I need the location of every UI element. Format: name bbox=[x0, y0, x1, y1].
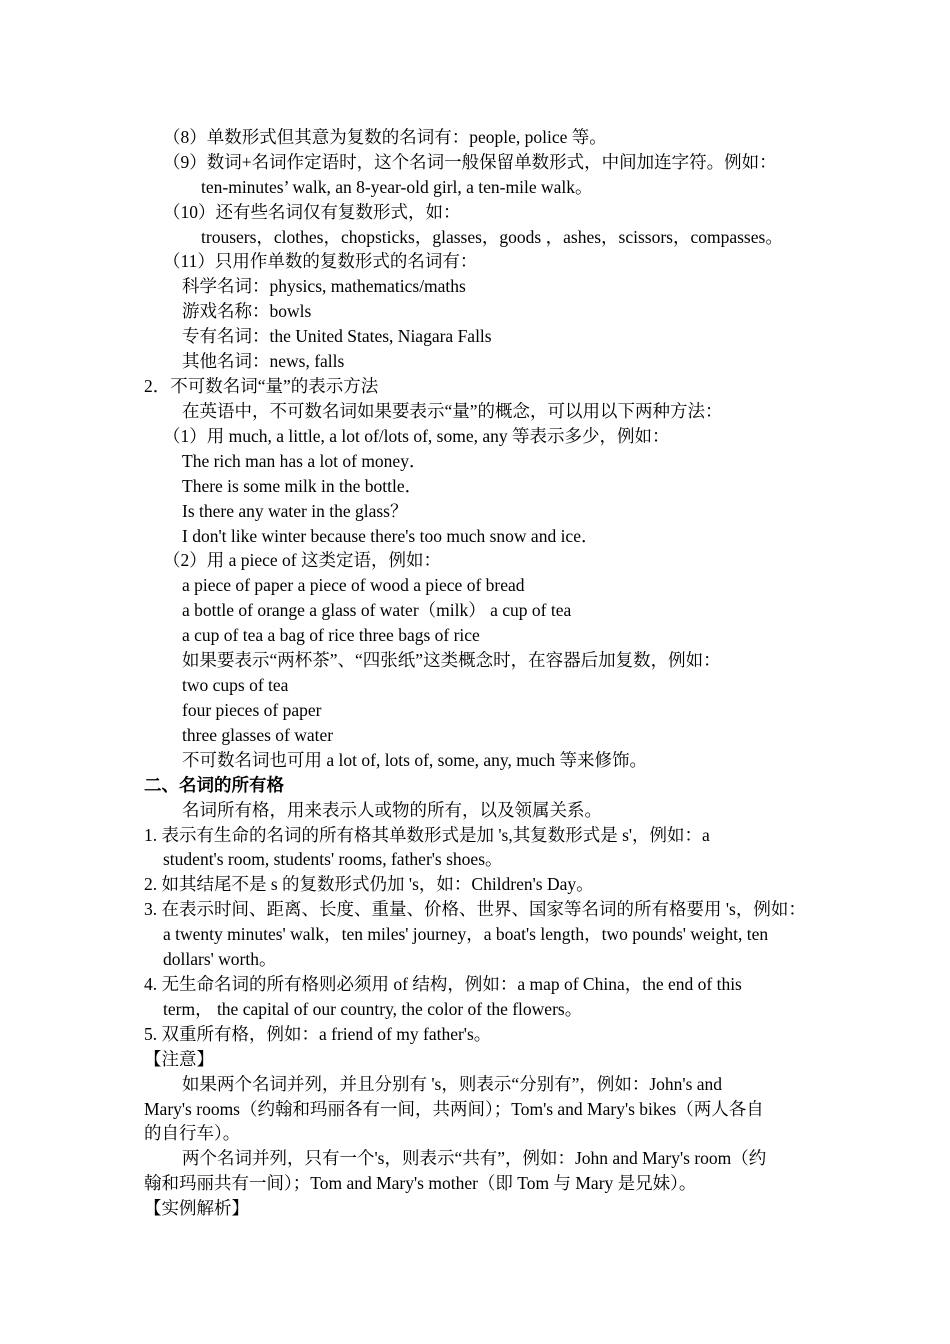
method-2-example-6: three glasses of water bbox=[182, 725, 334, 745]
method-1-heading: （1）用 much, a little, a lot of/lots of, some, any 等表示多少，例如： bbox=[163, 426, 670, 446]
method-1-example-4: I don't like winter because there's too much snow and ice． bbox=[182, 526, 599, 546]
possessive-rule-3-cont-2: dollars' worth。 bbox=[163, 949, 277, 969]
method-2-heading: （2）用 a piece of 这类定语，例如： bbox=[163, 550, 442, 570]
possessive-rule-1-cont: student's room, students' rooms, father's shoes。 bbox=[163, 849, 503, 869]
item-10-plural-only-nouns: （10）还有些名词仅有复数形式，如： bbox=[163, 202, 461, 222]
section-2-heading: 2．不可数名词“量”的表示方法 bbox=[144, 376, 379, 396]
possessive-rule-3: 3. 在表示时间、距离、长度、重量、价格、世界、国家等名词的所有格要用 's，例如： bbox=[144, 899, 806, 919]
section-2-intro: 在英语中，不可数名词如果要表示“量”的概念，可以用以下两种方法： bbox=[182, 401, 723, 421]
possessive-rule-1: 1. 表示有生命的名词的所有格其单数形式是加 's,其复数形式是 s'，例如：a bbox=[144, 825, 710, 845]
item-11-science-nouns: 科学名词：physics, mathematics/maths bbox=[182, 276, 466, 296]
possessive-intro: 名词所有格，用来表示人或物的所有，以及领属关系。 bbox=[182, 800, 602, 820]
item-9-examples: ten-minutes’ walk, an 8-year-old girl, a ten-mile walk。 bbox=[201, 177, 593, 197]
item-10-examples: trousers，clothes，chopsticks，glasses，goods ，ashes，scissors，compasses。 bbox=[201, 227, 783, 247]
method-1-example-3: Is there any water in the glass？ bbox=[182, 501, 408, 521]
item-11-other-nouns: 其他名词：news, falls bbox=[182, 351, 345, 371]
item-8-singular-form-plural-meaning: （8）单数形式但其意为复数的名词有：people, police 等。 bbox=[163, 127, 607, 147]
possessive-rule-2: 2. 如其结尾不是 s 的复数形式仍加 's，如：Children's Day。 bbox=[144, 874, 594, 894]
example-analysis-heading: 【实例解析】 bbox=[144, 1198, 249, 1218]
method-2-example-3: a cup of tea a bag of rice three bags of rice bbox=[182, 625, 480, 645]
note-para-1-line-1: 如果两个名词并列，并且分别有 's，则表示“分别有”，例如：John's and bbox=[182, 1074, 723, 1094]
method-2-example-2: a bottle of orange a glass of water（milk） a cup of tea bbox=[182, 600, 572, 620]
note-para-2-line-1: 两个名词并列，只有一个's，则表示“共有”，例如：John and Mary's room（约 bbox=[182, 1148, 767, 1168]
item-11-plural-form-singular-use: （11）只用作单数的复数形式的名词有： bbox=[163, 251, 478, 271]
method-2-plural-container-note: 如果要表示“两杯茶”、“四张纸”这类概念时，在容器后加复数，例如： bbox=[182, 650, 721, 670]
possessive-rule-4: 4. 无生命名词的所有格则必须用 of 结构，例如：a map of China，the end of this bbox=[144, 974, 742, 994]
item-11-proper-nouns: 专有名词：the United States, Niagara Falls bbox=[182, 326, 492, 346]
method-2-example-1: a piece of paper a piece of wood a piece of bread bbox=[182, 575, 525, 595]
possessive-rule-5: 5. 双重所有格，例如：a friend of my father's。 bbox=[144, 1024, 492, 1044]
note-para-1-line-3: 的自行车）。 bbox=[144, 1123, 241, 1143]
method-2-example-4: two cups of tea bbox=[182, 675, 289, 695]
possessive-rule-4-cont: term， the capital of our country, the color of the flowers。 bbox=[163, 999, 583, 1019]
possessive-rule-3-cont-1: a twenty minutes' walk，ten miles' journey，a boat's length，two pounds' weight, ten bbox=[163, 924, 769, 944]
method-1-example-1: The rich man has a lot of money． bbox=[182, 451, 427, 471]
method-2-modifier-note: 不可数名词也可用 a lot of, lots of, some, any, much 等来修饰。 bbox=[182, 750, 648, 770]
note-para-1-line-2: Mary's rooms（约翰和玛丽各有一间，共两间）；Tom's and Mary's bikes（两人各自 bbox=[144, 1099, 764, 1119]
note-para-2-line-2: 翰和玛丽共有一间）；Tom and Mary's mother（即 Tom 与 Mary 是兄妹）。 bbox=[144, 1173, 697, 1193]
method-1-example-2: There is some milk in the bottle． bbox=[182, 476, 423, 496]
section-possessive-heading: 二、名词的所有格 bbox=[144, 775, 284, 795]
note-heading: 【注意】 bbox=[144, 1049, 214, 1069]
item-9-numeral-noun-attributive: （9）数词+名词作定语时，这个名词一般保留单数形式，中间加连字符。例如： bbox=[163, 152, 777, 172]
item-11-game-names: 游戏名称：bowls bbox=[182, 301, 312, 321]
method-2-example-5: four pieces of paper bbox=[182, 700, 322, 720]
